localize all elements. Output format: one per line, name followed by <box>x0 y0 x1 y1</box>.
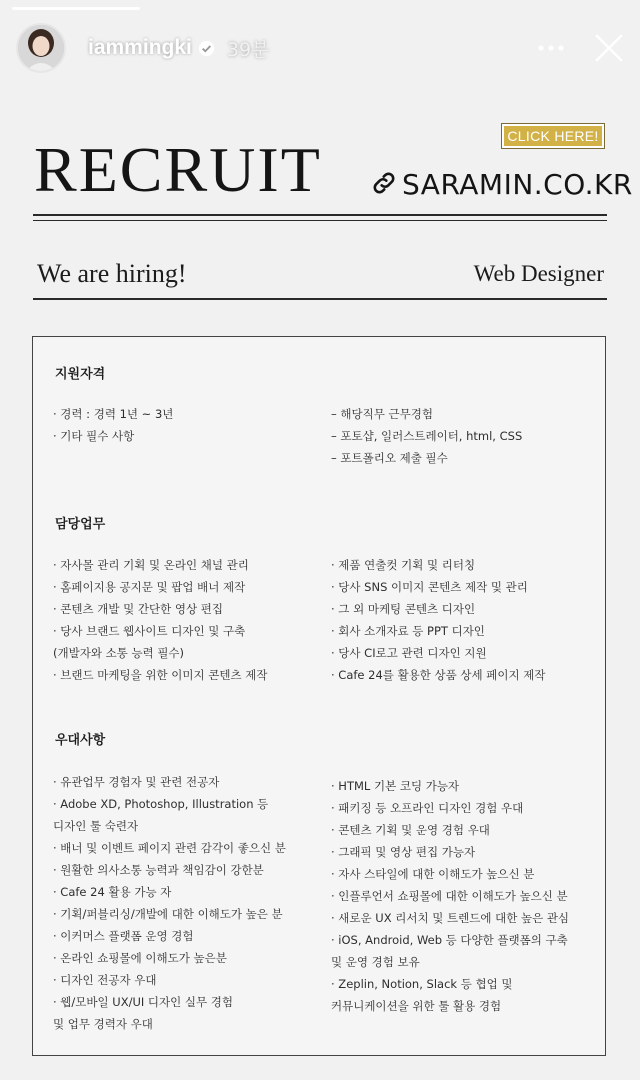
list-item: · iOS, Android, Web 등 다양한 플랫폼의 구축 <box>331 933 568 947</box>
list-item: · 온라인 쇼핑몰에 이해도가 높은분 <box>53 951 227 965</box>
list-item: · 배너 및 이벤트 페이지 관련 감각이 좋으신 분 <box>53 841 286 855</box>
preferred-right <box>331 775 569 1017</box>
divider <box>33 298 607 300</box>
list-item: 커뮤니케이션을 위한 툴 활용 경험 <box>331 999 502 1013</box>
list-item: · 그 외 마케팅 콘텐츠 디자인 <box>331 602 476 616</box>
list-item: · Cafe 24 활용 가능 자 <box>53 885 172 899</box>
list-item: · 콘텐츠 기획 및 운영 경험 우대 <box>331 823 490 837</box>
preferred-left <box>53 771 286 1035</box>
list-item: · 회사 소개자료 등 PPT 디자인 <box>331 624 485 638</box>
list-item: · 당사 CI로고 관련 디자인 지원 <box>331 646 487 660</box>
duties-left <box>53 554 267 686</box>
list-item: · HTML 기본 코딩 가능자 <box>331 779 460 793</box>
story-progress-bar <box>12 7 140 10</box>
more-icon[interactable] <box>536 33 566 63</box>
list-item: · 패키징 등 오프라인 디자인 경험 우대 <box>331 801 524 815</box>
list-item: 디자인 툴 숙련자 <box>53 819 139 833</box>
list-item: · 경력 : 경력 1년 ~ 3년 <box>53 407 174 421</box>
section-title: 지원자격 <box>55 367 106 382</box>
story-header <box>16 20 626 76</box>
list-item: · 그래픽 및 영상 편집 가능자 <box>331 845 476 859</box>
divider <box>33 214 607 216</box>
list-item: · 콘텐츠 개발 및 간단한 영상 편집 <box>53 602 224 616</box>
verified-badge-icon <box>198 40 215 57</box>
divider <box>33 220 607 221</box>
post-time: 39분 <box>226 38 270 61</box>
list-item: – 해당직무 근무경험 <box>331 407 433 421</box>
list-item: · 원활한 의사소통 능력과 책임감이 강한분 <box>53 863 264 877</box>
list-item: · 당사 브랜드 웹사이트 디자인 및 구축 <box>53 624 246 638</box>
list-item: · 디자인 전공자 우대 <box>53 973 157 987</box>
click-here-button[interactable]: CLICK HERE! <box>502 124 604 148</box>
list-item: – 포토샵, 일러스트레이터, html, CSS <box>331 429 523 443</box>
section-title: 담당업무 <box>55 517 106 532</box>
list-item: 및 운영 경험 보유 <box>331 955 420 969</box>
list-item: · Cafe 24를 활용한 상품 상세 페이지 제작 <box>331 668 546 682</box>
list-item: · 기타 필수 사항 <box>53 429 135 443</box>
list-item: (개발자와 소통 능력 필수) <box>53 646 185 660</box>
list-item: · 유관업무 경험자 및 관련 전공자 <box>53 775 220 789</box>
list-item: · 인플루언서 쇼핑몰에 대한 이해도가 높으신 분 <box>331 889 568 903</box>
list-item: · 웹/모바일 UX/UI 디자인 실무 경험 <box>53 995 233 1009</box>
username[interactable]: iammingki <box>88 36 192 59</box>
qualification-right <box>331 403 522 469</box>
link-icon <box>370 169 398 201</box>
saramin-link[interactable] <box>370 168 633 201</box>
list-item: · 당사 SNS 이미지 콘텐츠 제작 및 관리 <box>331 580 528 594</box>
close-icon[interactable] <box>592 31 626 65</box>
hiring-text: We are hiring! <box>37 259 187 288</box>
list-item: · Adobe XD, Photoshop, Illustration 등 <box>53 797 269 811</box>
list-item: – 포트폴리오 제출 필수 <box>331 451 448 465</box>
link-text: SARAMIN.CO.KR <box>402 168 633 201</box>
list-item: 및 업무 경력자 우대 <box>53 1017 153 1031</box>
list-item: · 브랜드 마케팅을 위한 이미지 콘텐츠 제작 <box>53 668 268 682</box>
avatar[interactable] <box>16 23 66 73</box>
section-title: 우대사항 <box>55 733 106 748</box>
recruit-title: RECRUIT <box>34 134 322 205</box>
list-item: · 자사 스타일에 대한 이해도가 높으신 분 <box>331 867 535 881</box>
list-item: · 새로운 UX 리서치 및 트렌드에 대한 높은 관심 <box>331 911 570 925</box>
list-item: · 홈페이지용 공지문 및 팝업 배너 제작 <box>53 580 246 594</box>
list-item: · 기획/퍼블리싱/개발에 대한 이해도가 높은 분 <box>53 907 283 921</box>
duties-right <box>331 554 546 686</box>
role-text: Web Designer <box>473 261 604 286</box>
recruit-details-box <box>32 336 606 1056</box>
list-item: · 이커머스 플랫폼 운영 경험 <box>53 929 194 943</box>
list-item: · 자사몰 관리 기획 및 온라인 채널 관리 <box>53 558 249 572</box>
qualification-left <box>53 403 173 447</box>
list-item: · Zeplin, Notion, Slack 등 협업 및 <box>331 977 513 991</box>
list-item: · 제품 연출컷 기획 및 리터칭 <box>331 558 476 572</box>
